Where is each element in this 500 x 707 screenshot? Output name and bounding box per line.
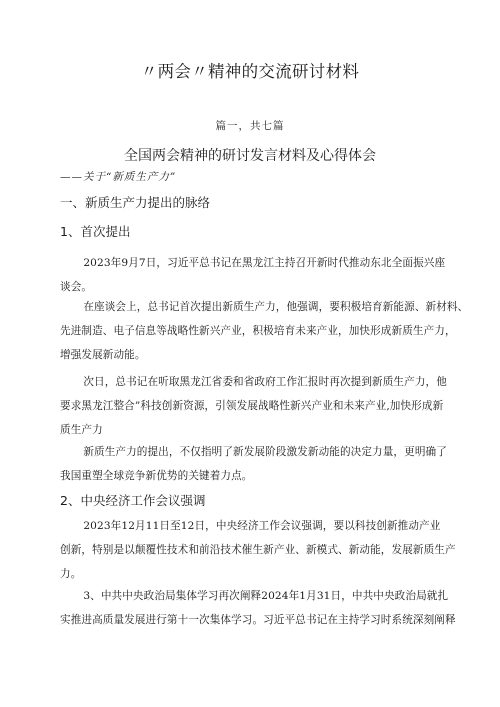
paragraph-line: 质生产力 xyxy=(60,424,103,436)
paragraph-line: 实推进高质量发展进行第十一次集体学习。习近平总书记在主持学习时系统深刻阐释 xyxy=(60,614,456,626)
paragraph-3 xyxy=(60,370,452,442)
paragraph-4 xyxy=(60,440,452,488)
paragraph-line: 3、中共中央政治局集体学习再次阐释2024年1月31日，中共中央政治局就扎 xyxy=(83,590,449,602)
section-label: 篇一，共七篇 xyxy=(215,120,285,132)
paragraph-1 xyxy=(60,251,452,299)
paragraph-line: 创新，特别是以颠覆性技术和前沿技术催生新产业、新模式、新动能，发展新质生产 xyxy=(60,544,456,556)
paragraph-line: 2023年9月7日，习近平总书记在黑龙江主持召开新时代推动东北全面振兴座 xyxy=(83,257,446,269)
paragraph-line: 要求黑龙江整合”科技创新资源，引领发展战略性新兴产业和未来产业,加快形成新 xyxy=(60,400,444,412)
paragraph-line: 我国重塑全球竞争新优势的关键着力点。 xyxy=(60,470,253,482)
paragraph-line: 力。 xyxy=(60,568,82,580)
paragraph-line: 新质生产力的提出，不仅指明了新发展阶段激发新动能的决定力量，更明确了 xyxy=(83,446,447,458)
paragraph-line: 谈会。 xyxy=(60,281,93,293)
paragraph-line: 先进制造、电子信息等战略性新兴产业，积极培育未来产业，加快形成新质生产力， xyxy=(60,325,456,337)
main-heading: 全国两会精神的研讨发言材料及心得体会 xyxy=(124,148,376,164)
subtitle: ——关于“新质生产力” xyxy=(60,171,177,183)
paragraph-line: 2023年12月11日至12日，中央经济工作会议强调，要以科技创新推动产业 xyxy=(83,520,441,532)
paragraph-line: 增强发展新动能。 xyxy=(60,349,146,361)
paragraph-line: 在座谈会上，总书记首次提出新质生产力，他强调，要积极培育新能源、新材料、 xyxy=(83,301,469,313)
heading-1: 一、新质生产力提出的脉络 xyxy=(60,195,211,210)
paragraph-5 xyxy=(60,514,456,586)
heading-1-2: 2、中央经济工作会议强调 xyxy=(60,493,206,508)
heading-1-1: 1、首次提出 xyxy=(60,224,131,239)
document-title: 〃两会〃精神的交流研讨材料 xyxy=(140,62,360,81)
paragraph-2 xyxy=(60,295,469,367)
paragraph-6 xyxy=(60,584,456,632)
paragraph-line: 次日，总书记在听取黑龙江省委和省政府工作汇报时再次提到新质生产力，他 xyxy=(83,376,447,388)
